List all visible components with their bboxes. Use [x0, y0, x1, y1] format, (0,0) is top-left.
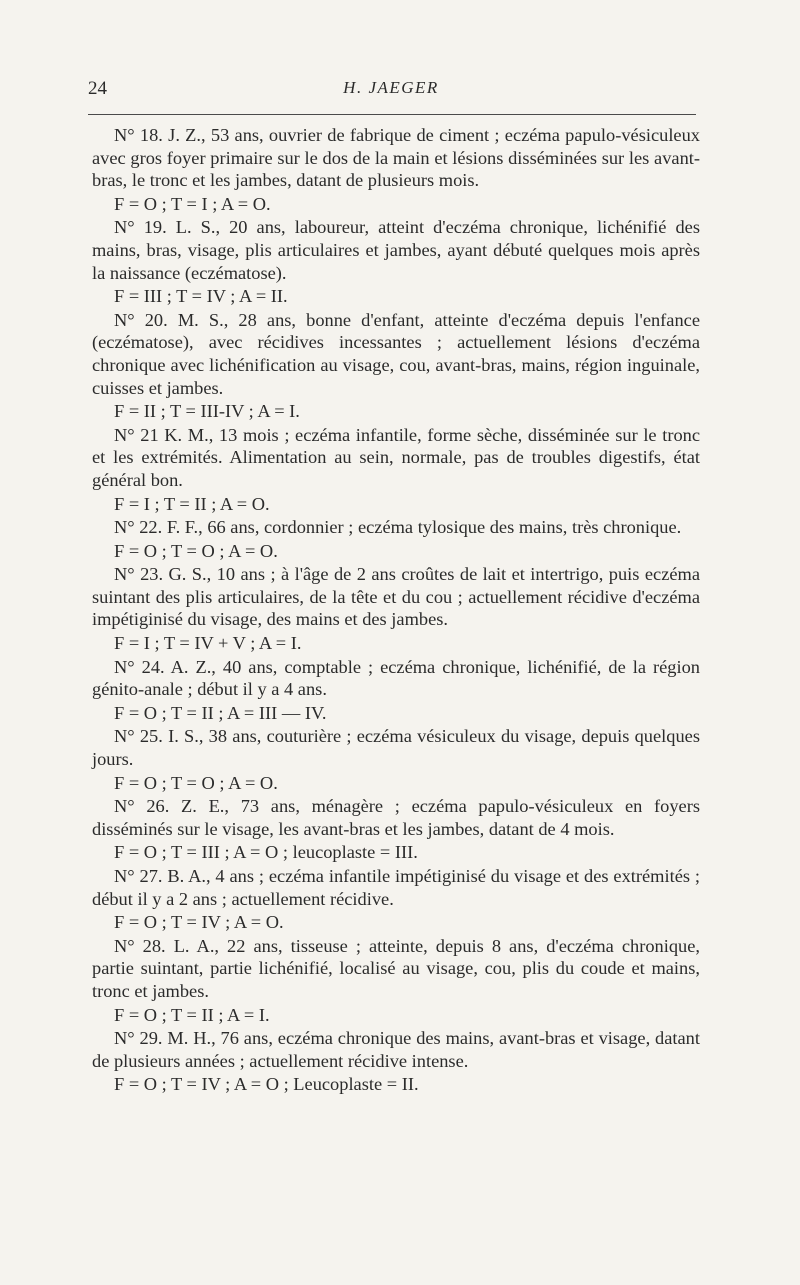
case-27-formula: F = O ; T = IV ; A = O.: [114, 912, 284, 933]
case-25-description: N° 25. I. S., 38 ans, couturière ; eczéma vésiculeux du visage, depuis quelques jours.: [92, 726, 700, 770]
case-28-formula: F = O ; T = II ; A = I.: [114, 1004, 270, 1025]
case-24-description: N° 24. A. Z., 40 ans, comptable ; eczéma chronique, lichénifié, de la région génito-anale ; début il y a 4 ans.: [92, 656, 700, 700]
case-21-description: N° 21 K. M., 13 mois ; eczéma infantile, forme sèche, disséminée sur le tronc et les extrémités. Alimentation au sein, normale, pas de troubles digestifs, état général bon.: [92, 424, 700, 490]
case-28-description: N° 28. L. A., 22 ans, tisseuse ; atteinte, depuis 8 ans, d'eczéma chronique, partie suintant, partie lichénifié, localisé au visage, cou, plis du coude et mains, tronc et jambes.: [92, 935, 700, 1001]
case-20-formula: F = II ; T = III-IV ; A = I.: [114, 401, 300, 422]
case-29-description: N° 29. M. H., 76 ans, eczéma chronique des mains, avant-bras et visage, datant de plusieurs années ; actuellement récidive intense.: [92, 1028, 700, 1071]
case-18-formula: F = O ; T = I ; A = O.: [114, 193, 271, 214]
case-29-formula: F = O ; T = IV ; A = O ; Leucoplaste = II.: [114, 1074, 419, 1095]
case-21-formula: F = I ; T = II ; A = O.: [114, 493, 270, 514]
case-25-formula: F = O ; T = O ; A = O.: [114, 772, 278, 793]
running-title: H. JAEGER: [343, 78, 439, 97]
page-number: 24: [88, 78, 107, 99]
case-24-formula: F = O ; T = II ; A = III — IV.: [114, 702, 327, 723]
case-26-description: N° 26. Z. E., 73 ans, ménagère ; eczéma papulo-vésiculeux en foyers disséminés sur le visage, les avant-bras et les jambes, datant de 4 mois.: [92, 796, 700, 839]
case-19-description: N° 19. L. S., 20 ans, laboureur, atteint d'eczéma chronique, lichénifié des mains, bras, visage, plis articulaires et jambes, ayant débuté quelques mois après la naissance (eczématose).: [92, 217, 700, 283]
case-list: [92, 124, 700, 1097]
case-23-description: N° 23. G. S., 10 ans ; à l'âge de 2 ans croûtes de lait et intertrigo, puis eczéma suintant des plis articulaires, de la tête et du cou ; actuellement récidive d'eczéma impétiginisé du visage, des mains et des jambes.: [92, 564, 700, 630]
case-27-description: N° 27. B. A., 4 ans ; eczéma infantile impétiginisé du visage et des extrémités ; début il y a 2 ans ; actuellement récidive.: [92, 866, 700, 909]
case-18-description: N° 18. J. Z., 53 ans, ouvrier de fabrique de ciment ; eczéma papulo-vésiculeux avec gros foyer primaire sur le dos de la main et lésions disséminées sur les avant-bras, le tronc et les jambes, datant de plusieurs mois.: [92, 125, 700, 191]
case-23-formula: F = I ; T = IV + V ; A = I.: [114, 633, 302, 654]
case-22-formula: F = O ; T = O ; A = O.: [114, 540, 278, 561]
case-22-description: N° 22. F. F., 66 ans, cordonnier ; eczéma tylosique des mains, très chronique.: [114, 517, 682, 538]
case-19-formula: F = III ; T = IV ; A = II.: [114, 286, 288, 307]
page-header: [88, 78, 694, 104]
case-20-description: N° 20. M. S., 28 ans, bonne d'enfant, atteinte d'eczéma depuis l'enfance (eczématose), avec récidives incessantes ; actuellement lésions d'eczéma chronique avec lichénification au visage, cou, avant-bras, mains, région inguinale, cuisses et jambes.: [92, 309, 700, 398]
case-26-formula: F = O ; T = III ; A = O ; leucoplaste = III.: [114, 842, 418, 863]
header-rule: [88, 114, 696, 115]
